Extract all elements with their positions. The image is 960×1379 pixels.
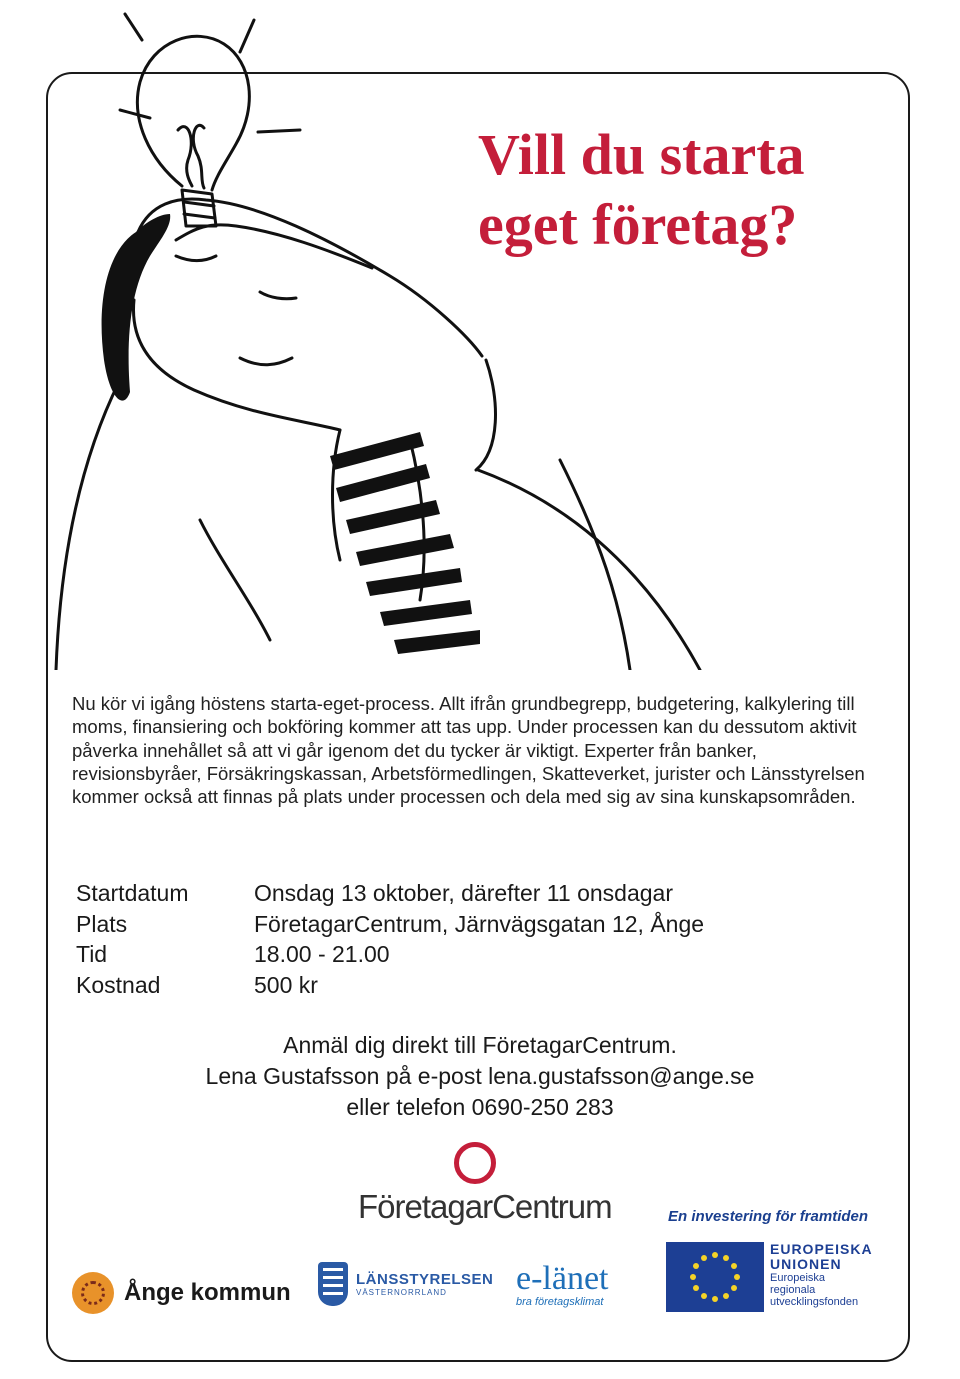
intro-paragraph: Nu kör vi igång höstens starta-eget-process. Allt ifrån grundbegrepp, budgetering, kalkylering till moms, finansiering och bokföring kommer att tas upp. Under processen kan du dessutom aktivit påverka innehållet så att vi går igenom det du tycker är viktigt. Experter från banker, revisionsbyråer, Försäkringskassan, Arbetsförmedlingen, Skatteverket, jurister och Länsstyrelsen kommer också att finnas på plats under processen och dela med sig av sina kunskapsområden. [72,693,865,808]
headline-line-2: eget företag? [478,192,798,257]
detail-value: FöretagarCentrum, Järnvägsgatan 12, Ånge [254,910,705,937]
detail-value: 18.00 - 21.00 [254,941,390,967]
foretagarcentrum-ring-icon [454,1142,496,1184]
ange-emblem-icon [72,1272,114,1314]
ange-kommun-logo [72,1272,291,1314]
event-details [76,878,704,1000]
contact-line-1: Anmäl dig direkt till FöretagarCentrum. [283,1032,677,1058]
lansstyrelsen-region: VÄSTERNORRLAND [356,1288,447,1297]
detail-row-kostnad [76,970,704,1001]
detail-label: Startdatum [76,880,189,906]
detail-value: 500 kr [254,971,318,998]
ange-kommun-wordmark: Ånge kommun [124,1279,291,1306]
eu-line-2: UNIONEN [770,1256,842,1272]
businessman-lightbulb-illustration [0,0,960,670]
elanet-slogan: bra företagsklimat [516,1296,604,1308]
detail-label: Kostnad [76,971,161,998]
lansstyrelsen-crest-icon [318,1262,348,1306]
detail-row-tid [76,939,704,970]
eu-line-1: EUROPEISKA [770,1241,873,1257]
eu-line-3: Europeiska [770,1272,826,1284]
lansstyrelsen-name: LÄNSSTYRELSEN [356,1271,494,1288]
detail-label: Plats [76,910,128,937]
eu-flag-icon [666,1242,764,1312]
eu-logo [666,1242,873,1312]
contact-line-2: Lena Gustafsson på e-post lena.gustafsson@ange.se [205,1063,755,1089]
headline-line-1: Vill du starta [478,122,805,187]
foretagarcentrum-logo [358,1140,612,1240]
elanet-wordmark: e-länet [516,1260,609,1297]
detail-value: Onsdag 13 oktober, därefter 11 onsdagar [254,880,673,906]
elanet-logo [516,1262,609,1308]
lansstyrelsen-logo [318,1262,493,1306]
eu-text-block [770,1242,873,1312]
detail-label: Tid [76,941,108,967]
contact-info [0,1030,960,1123]
detail-row-startdatum [76,878,704,909]
eu-line-5: utvecklingsfonden [770,1296,859,1308]
eu-line-4: regionala [770,1284,816,1296]
detail-row-plats [76,909,704,940]
headline [478,120,918,260]
contact-line-3: eller telefon 0690-250 283 [346,1094,614,1120]
foretagarcentrum-wordmark: FöretagarCentrum [358,1188,612,1225]
eu-tagline: En investering för framtiden [668,1208,869,1225]
